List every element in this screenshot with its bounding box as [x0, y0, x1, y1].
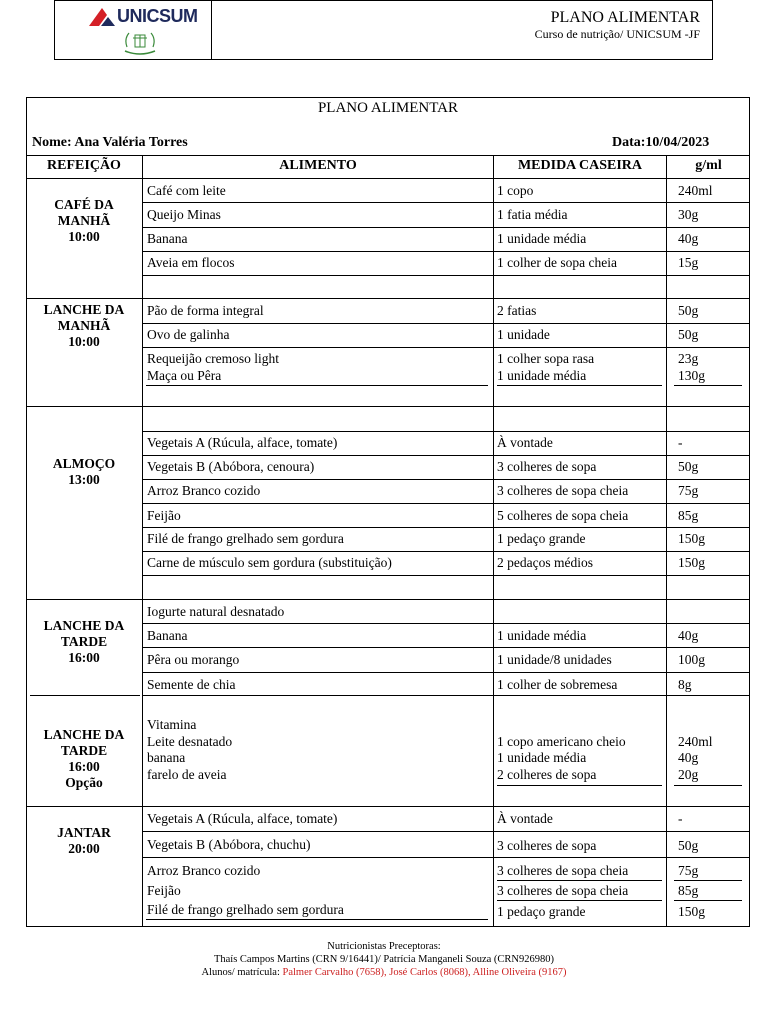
- column-header-refeicao: REFEIÇÃO: [47, 158, 121, 173]
- qty-item: 150g: [678, 531, 705, 546]
- qty-item: 75g: [678, 483, 699, 498]
- footer-title: Nutricionistas Preceptoras:: [327, 941, 441, 952]
- measure-item: 2 pedaços médios: [497, 555, 593, 570]
- measure-item: 1 unidade média: [497, 231, 587, 246]
- food-item: Carne de músculo sem gordura (substituição): [147, 555, 392, 570]
- divider: [143, 227, 750, 228]
- meal-time: 20:00: [68, 841, 100, 856]
- food-item: Banana: [147, 628, 188, 643]
- divider: [143, 455, 750, 456]
- meal-time: 16:00: [68, 759, 100, 774]
- food-item: Arroz Branco cozido: [147, 483, 261, 498]
- divider: [143, 857, 750, 858]
- food-item: Vitamina: [147, 717, 197, 732]
- measure-item: 2 fatias: [497, 303, 537, 318]
- divider: [143, 575, 750, 576]
- divider: [26, 406, 750, 407]
- meal-lanche-da-manha: [26, 302, 142, 350]
- qty-item: 100g: [678, 652, 705, 667]
- measure-item: À vontade: [497, 811, 553, 826]
- food-item: Feijão: [147, 883, 181, 898]
- divider: [143, 527, 750, 528]
- qty-item: 75g: [678, 863, 699, 878]
- header-subtitle: Curso de nutrição/ UNICSUM -JF: [534, 27, 700, 41]
- food-item: Vegetais B (Abóbora, chuchu): [147, 837, 311, 852]
- column-header-gml: g/ml: [695, 158, 722, 173]
- divider: [26, 806, 750, 807]
- meal-time: 10:00: [68, 334, 100, 349]
- qty-item: 20g: [678, 767, 699, 782]
- qty-item: 50g: [678, 327, 699, 342]
- food-item: Requeijão cremoso light: [147, 351, 279, 366]
- meal-lanche-da-tarde: [26, 618, 142, 666]
- footer-students: [0, 967, 768, 979]
- divider: [143, 623, 750, 624]
- meal-lanche-da-tarde-opcao: [26, 727, 142, 791]
- divider: [674, 385, 742, 386]
- footer-students-names: Palmer Carvalho (7658), José Carlos (8068), Alline Oliveira (9167): [282, 967, 567, 978]
- food-item: Pão de forma integral: [147, 303, 264, 318]
- food-item: banana: [147, 750, 186, 765]
- footer-students-label: Alunos/ matrícula:: [201, 967, 283, 978]
- qty-item: 85g: [678, 508, 699, 523]
- meal-time: 16:00: [68, 650, 100, 665]
- qty-item: 40g: [678, 231, 699, 246]
- meal-label: TARDE: [60, 634, 108, 649]
- qty-item: 50g: [678, 303, 699, 318]
- qty-item: 50g: [678, 838, 699, 853]
- divider: [143, 347, 750, 348]
- meal-label: CAFÉ DA: [54, 197, 114, 212]
- measure-item: 3 colheres de sopa cheia: [497, 883, 629, 898]
- food-item: Iogurte natural desnatado: [147, 604, 285, 619]
- food-item: Banana: [147, 231, 188, 246]
- measure-item: 1 colher de sobremesa: [497, 677, 618, 692]
- qty-item: 240ml: [678, 734, 713, 749]
- divider: [497, 385, 662, 386]
- plan-title: PLANO ALIMENTAR: [317, 100, 459, 116]
- meal-label: LANCHE DA: [43, 302, 125, 317]
- measure-item: 1 pedaço grande: [497, 904, 586, 919]
- divider: [674, 785, 742, 786]
- food-item: Semente de chia: [147, 677, 236, 692]
- divider: [143, 503, 750, 504]
- measure-item: 1 unidade/8 unidades: [497, 652, 612, 667]
- food-item: Arroz Branco cozido: [147, 863, 261, 878]
- qty-item: 30g: [678, 207, 699, 222]
- divider: [143, 672, 750, 673]
- measure-item: 1 copo: [497, 183, 534, 198]
- meal-time: 10:00: [68, 229, 100, 244]
- measure-item: 3 colheres de sopa: [497, 459, 597, 474]
- divider: [497, 785, 662, 786]
- meal-label: MANHÃ: [57, 213, 111, 228]
- food-item: Vegetais A (Rúcula, alface, tomate): [147, 435, 338, 450]
- meal-jantar: [26, 825, 142, 857]
- food-item: Filé de frango grelhado sem gordura: [147, 531, 344, 546]
- qty-item: 85g: [678, 883, 699, 898]
- measure-item: 1 unidade média: [497, 750, 587, 765]
- qty-item: 240ml: [678, 183, 713, 198]
- food-item: Leite desnatado: [147, 734, 233, 749]
- measure-item: À vontade: [497, 435, 553, 450]
- logo-text: UNICSUM: [117, 6, 198, 26]
- column-header-medida: MEDIDA CASEIRA: [517, 158, 643, 173]
- divider: [674, 900, 742, 901]
- meal-label: Opção: [65, 775, 103, 790]
- qty-item: 40g: [678, 628, 699, 643]
- food-item: Pêra ou morango: [147, 652, 240, 667]
- meal-time: 13:00: [68, 472, 100, 487]
- measure-item: 1 unidade média: [497, 368, 587, 383]
- meal-label: LANCHE DA: [43, 727, 125, 742]
- qty-item: 23g: [678, 351, 699, 366]
- divider: [142, 155, 143, 926]
- measure-item: 1 colher de sopa cheia: [497, 255, 617, 270]
- column-header-alimento: ALIMENTO: [279, 158, 357, 173]
- divider: [26, 155, 750, 156]
- food-item: Vegetais A (Rúcula, alface, tomate): [147, 811, 338, 826]
- food-item: Queijo Minas: [147, 207, 221, 222]
- qty-item: 150g: [678, 555, 705, 570]
- meal-label: TARDE: [60, 743, 108, 758]
- food-item: farelo de aveia: [147, 767, 227, 782]
- measure-item: 3 colheres de sopa: [497, 838, 597, 853]
- divider: [26, 298, 750, 299]
- meal-label: ALMOÇO: [52, 456, 116, 471]
- divider: [143, 831, 750, 832]
- divider: [497, 900, 662, 901]
- qty-item: -: [678, 435, 683, 450]
- divider: [493, 155, 494, 926]
- qty-item: 50g: [678, 459, 699, 474]
- measure-item: 1 unidade: [497, 327, 550, 342]
- document-header: [54, 0, 713, 60]
- divider: [30, 695, 140, 696]
- measure-item: 1 colher sopa rasa: [497, 351, 595, 366]
- food-item: Café com leite: [147, 183, 226, 198]
- divider: [26, 599, 750, 600]
- qty-item: 8g: [678, 677, 692, 692]
- qty-item: -: [678, 811, 683, 826]
- divider: [146, 385, 488, 386]
- divider: [143, 551, 750, 552]
- qty-item: 150g: [678, 904, 705, 919]
- meal-almoco: [26, 456, 142, 488]
- meal-label: LANCHE DA: [43, 618, 125, 633]
- food-item: Vegetais B (Abóbora, cenoura): [147, 459, 315, 474]
- divider: [497, 880, 662, 881]
- food-item: Maça ou Pêra: [147, 368, 222, 383]
- measure-item: 3 colheres de sopa cheia: [497, 483, 629, 498]
- plan-date: Data:10/04/2023: [612, 135, 710, 150]
- unicsum-logo-icon: [89, 8, 115, 26]
- divider: [146, 919, 488, 920]
- divider: [143, 479, 750, 480]
- footer-nutritionists: Thaís Campos Martins (CRN 9/16441)/ Patrícia Manganeli Souza (CRN926980): [213, 954, 555, 965]
- measure-item: 1 pedaço grande: [497, 531, 586, 546]
- food-item: Feijão: [147, 508, 181, 523]
- measure-item: 3 colheres de sopa cheia: [497, 863, 629, 878]
- measure-item: 5 colheres de sopa cheia: [497, 508, 629, 523]
- meal-cafe-da-manha: [26, 197, 142, 245]
- divider: [143, 323, 750, 324]
- food-item: Aveia em flocos: [147, 255, 235, 270]
- meal-label: MANHÃ: [57, 318, 111, 333]
- food-item: Filé de frango grelhado sem gordura: [147, 902, 344, 917]
- divider: [143, 695, 750, 696]
- divider: [674, 880, 742, 881]
- patient-name: Nome: Ana Valéria Torres: [32, 135, 188, 150]
- divider: [666, 155, 667, 926]
- measure-item: 1 fatia média: [497, 207, 568, 222]
- measure-item: 1 unidade média: [497, 628, 587, 643]
- qty-item: 15g: [678, 255, 699, 270]
- logo-area: [55, 1, 212, 59]
- qty-item: 40g: [678, 750, 699, 765]
- divider: [143, 251, 750, 252]
- meal-label: JANTAR: [57, 825, 111, 840]
- measure-item: 1 copo americano cheio: [497, 734, 626, 749]
- divider: [143, 275, 750, 276]
- food-item: Ovo de galinha: [147, 327, 230, 342]
- divider: [143, 647, 750, 648]
- divider: [143, 202, 750, 203]
- divider: [143, 431, 750, 432]
- divider: [26, 178, 750, 179]
- measure-item: 2 colheres de sopa: [497, 767, 597, 782]
- seal-icon: [121, 29, 159, 57]
- qty-item: 130g: [678, 368, 705, 383]
- header-title: PLANO ALIMENTAR: [550, 9, 700, 26]
